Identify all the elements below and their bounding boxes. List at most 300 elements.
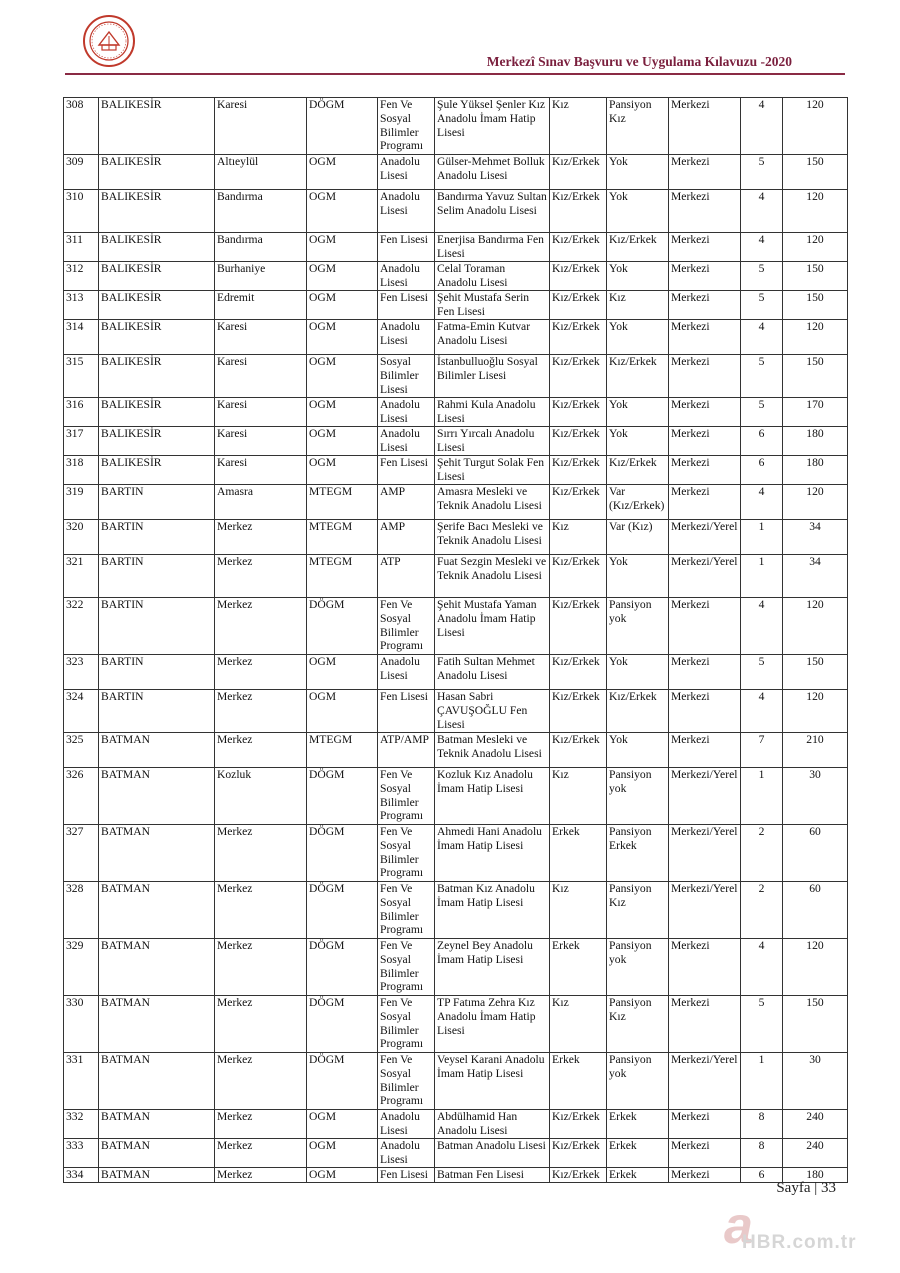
cell-row-no: 332 [64,1110,99,1139]
cell-district: Karesi [215,398,307,427]
cell-quota: 120 [783,939,848,996]
cell-directorate: DÖGM [307,598,378,655]
cell-directorate: DÖGM [307,825,378,882]
cell-gender: Kız/Erkek [550,355,607,398]
cell-row-no: 313 [64,291,99,320]
cell-admission: Merkezi [669,733,741,768]
cell-row-no: 334 [64,1168,99,1183]
cell-district: Merkez [215,1168,307,1183]
cell-district: Edremit [215,291,307,320]
table-row [64,690,848,733]
cell-school-name: Ahmedi Hani Anadolu İmam Hatip Lisesi [435,825,550,882]
cell-class-count: 4 [741,939,783,996]
cell-boarding: Yok [607,320,669,355]
cell-quota: 120 [783,690,848,733]
cell-school-name: Gülser-Mehmet Bolluk Anadolu Lisesi [435,155,550,190]
cell-quota: 150 [783,996,848,1053]
cell-class-count: 5 [741,655,783,690]
cell-gender: Kız [550,768,607,825]
cell-admission: Merkezi [669,598,741,655]
cell-gender: Kız/Erkek [550,555,607,598]
cell-admission: Merkezi [669,996,741,1053]
cell-row-no: 329 [64,939,99,996]
cell-quota: 150 [783,655,848,690]
cell-row-no: 312 [64,262,99,291]
table-row [64,598,848,655]
cell-province: BALIKESİR [99,456,215,485]
cell-quota: 240 [783,1110,848,1139]
cell-district: Karesi [215,427,307,456]
cell-admission: Merkezi [669,655,741,690]
cell-gender: Kız/Erkek [550,262,607,291]
cell-admission: Merkezi [669,456,741,485]
cell-class-count: 5 [741,155,783,190]
cell-admission: Merkezi/Yerel [669,1053,741,1110]
cell-class-count: 1 [741,520,783,555]
table-row [64,485,848,520]
cell-directorate: OGM [307,233,378,262]
cell-quota: 180 [783,427,848,456]
cell-quota: 120 [783,190,848,233]
cell-program: AMP [378,485,435,520]
cell-district: Bandırma [215,233,307,262]
cell-province: BARTIN [99,598,215,655]
cell-row-no: 320 [64,520,99,555]
cell-boarding: Pansiyon Kız [607,98,669,155]
school-table [63,97,848,1183]
cell-directorate: OGM [307,456,378,485]
cell-province: BALIKESİR [99,155,215,190]
cell-province: BALIKESİR [99,398,215,427]
cell-row-no: 308 [64,98,99,155]
cell-gender: Erkek [550,939,607,996]
cell-school-name: Şehit Turgut Solak Fen Lisesi [435,456,550,485]
cell-row-no: 328 [64,882,99,939]
cell-province: BARTIN [99,555,215,598]
cell-school-name: Sırrı Yırcalı Anadolu Lisesi [435,427,550,456]
cell-directorate: OGM [307,427,378,456]
cell-program: ATP/AMP [378,733,435,768]
page-number: Sayfa | 33 [776,1180,836,1196]
table-row [64,190,848,233]
cell-quota: 30 [783,768,848,825]
table-row [64,768,848,825]
cell-gender: Erkek [550,1053,607,1110]
cell-admission: Merkezi [669,320,741,355]
cell-class-count: 5 [741,291,783,320]
watermark-text: HBR.com.tr [742,1232,857,1253]
cell-school-name: Enerjisa Bandırma Fen Lisesi [435,233,550,262]
cell-quota: 150 [783,155,848,190]
cell-boarding: Var (Kız) [607,520,669,555]
table-row [64,456,848,485]
cell-directorate: OGM [307,155,378,190]
cell-province: BATMAN [99,1168,215,1183]
table-row [64,98,848,155]
cell-school-name: TP Fatıma Zehra Kız Anadolu İmam Hatip Lisesi [435,996,550,1053]
cell-program: Anadolu Lisesi [378,398,435,427]
cell-program: Fen Ve Sosyal Bilimler Programı [378,1053,435,1110]
cell-quota: 30 [783,1053,848,1110]
cell-gender: Kız [550,98,607,155]
cell-row-no: 327 [64,825,99,882]
cell-province: BALIKESİR [99,190,215,233]
cell-gender: Kız/Erkek [550,320,607,355]
cell-class-count: 1 [741,1053,783,1110]
cell-school-name: Abdülhamid Han Anadolu Lisesi [435,1110,550,1139]
cell-district: Karesi [215,98,307,155]
cell-program: Anadolu Lisesi [378,155,435,190]
cell-admission: Merkezi [669,98,741,155]
cell-province: BARTIN [99,690,215,733]
cell-gender: Kız/Erkek [550,598,607,655]
cell-class-count: 6 [741,1168,783,1183]
cell-school-name: Batman Fen Lisesi [435,1168,550,1183]
cell-quota: 150 [783,262,848,291]
cell-province: BALIKESİR [99,320,215,355]
table-row [64,233,848,262]
cell-class-count: 1 [741,555,783,598]
cell-district: Merkez [215,655,307,690]
cell-row-no: 321 [64,555,99,598]
cell-admission: Merkezi [669,155,741,190]
cell-gender: Erkek [550,825,607,882]
cell-directorate: OGM [307,1168,378,1183]
cell-row-no: 333 [64,1139,99,1168]
cell-admission: Merkezi [669,485,741,520]
table-row [64,291,848,320]
cell-gender: Kız/Erkek [550,690,607,733]
cell-program: Anadolu Lisesi [378,1110,435,1139]
cell-row-no: 310 [64,190,99,233]
cell-school-name: Amasra Mesleki ve Teknik Anadolu Lisesi [435,485,550,520]
cell-directorate: DÖGM [307,768,378,825]
cell-province: BARTIN [99,520,215,555]
cell-school-name: Şule Yüksel Şenler Kız Anadolu İmam Hatip Lisesi [435,98,550,155]
cell-program: Fen Ve Sosyal Bilimler Programı [378,768,435,825]
cell-province: BALIKESİR [99,233,215,262]
cell-row-no: 330 [64,996,99,1053]
cell-province: BALIKESİR [99,291,215,320]
cell-row-no: 324 [64,690,99,733]
cell-gender: Kız/Erkek [550,398,607,427]
cell-directorate: OGM [307,398,378,427]
cell-row-no: 331 [64,1053,99,1110]
cell-gender: Kız/Erkek [550,456,607,485]
cell-boarding: Yok [607,427,669,456]
cell-directorate: MTEGM [307,520,378,555]
cell-district: Merkez [215,598,307,655]
cell-quota: 120 [783,233,848,262]
table-row [64,155,848,190]
cell-boarding: Kız/Erkek [607,233,669,262]
cell-class-count: 4 [741,598,783,655]
cell-admission: Merkezi [669,690,741,733]
table-row [64,555,848,598]
cell-boarding: Kız [607,291,669,320]
cell-district: Karesi [215,456,307,485]
table-row [64,427,848,456]
cell-district: Amasra [215,485,307,520]
cell-program: Fen Lisesi [378,1168,435,1183]
cell-class-count: 5 [741,398,783,427]
cell-province: BATMAN [99,825,215,882]
cell-school-name: Zeynel Bey Anadolu İmam Hatip Lisesi [435,939,550,996]
cell-quota: 120 [783,598,848,655]
cell-province: BARTIN [99,655,215,690]
cell-class-count: 2 [741,825,783,882]
cell-program: ATP [378,555,435,598]
cell-row-no: 326 [64,768,99,825]
cell-boarding: Yok [607,733,669,768]
cell-program: Fen Lisesi [378,690,435,733]
table-row [64,262,848,291]
cell-quota: 34 [783,520,848,555]
cell-row-no: 319 [64,485,99,520]
table-row [64,733,848,768]
cell-directorate: OGM [307,262,378,291]
school-table-body [64,98,848,1183]
cell-district: Merkez [215,882,307,939]
cell-school-name: Fuat Sezgin Mesleki ve Teknik Anadolu Lisesi [435,555,550,598]
cell-boarding: Kız/Erkek [607,355,669,398]
cell-class-count: 8 [741,1139,783,1168]
cell-directorate: DÖGM [307,1053,378,1110]
cell-directorate: OGM [307,690,378,733]
cell-admission: Merkezi [669,233,741,262]
cell-school-name: İstanbulluoğlu Sosyal Bilimler Lisesi [435,355,550,398]
cell-boarding: Yok [607,555,669,598]
table-row [64,939,848,996]
cell-quota: 210 [783,733,848,768]
cell-province: BATMAN [99,882,215,939]
cell-gender: Kız/Erkek [550,233,607,262]
cell-program: Anadolu Lisesi [378,427,435,456]
cell-program: Fen Lisesi [378,233,435,262]
cell-row-no: 309 [64,155,99,190]
cell-class-count: 7 [741,733,783,768]
cell-gender: Kız/Erkek [550,190,607,233]
cell-province: BALIKESİR [99,427,215,456]
table-row [64,520,848,555]
cell-admission: Merkezi [669,291,741,320]
cell-admission: Merkezi/Yerel [669,520,741,555]
cell-quota: 150 [783,355,848,398]
cell-program: Anadolu Lisesi [378,320,435,355]
cell-row-no: 317 [64,427,99,456]
cell-program: Fen Ve Sosyal Bilimler Programı [378,98,435,155]
cell-gender: Kız/Erkek [550,1168,607,1183]
cell-quota: 180 [783,1168,848,1183]
table-row [64,355,848,398]
cell-class-count: 1 [741,768,783,825]
cell-class-count: 4 [741,320,783,355]
cell-district: Merkez [215,555,307,598]
cell-province: BARTIN [99,485,215,520]
cell-class-count: 6 [741,427,783,456]
cell-quota: 60 [783,882,848,939]
cell-school-name: Veysel Karani Anadolu İmam Hatip Lisesi [435,1053,550,1110]
cell-district: Merkez [215,520,307,555]
cell-quota: 34 [783,555,848,598]
cell-quota: 180 [783,456,848,485]
cell-gender: Kız/Erkek [550,485,607,520]
cell-directorate: OGM [307,355,378,398]
cell-directorate: OGM [307,291,378,320]
cell-row-no: 325 [64,733,99,768]
cell-program: Anadolu Lisesi [378,262,435,291]
cell-district: Burhaniye [215,262,307,291]
cell-directorate: OGM [307,190,378,233]
cell-row-no: 322 [64,598,99,655]
cell-district: Merkez [215,733,307,768]
cell-program: Sosyal Bilimler Lisesi [378,355,435,398]
cell-school-name: Batman Kız Anadolu İmam Hatip Lisesi [435,882,550,939]
cell-school-name: Bandırma Yavuz Sultan Selim Anadolu Lisesi [435,190,550,233]
cell-province: BALIKESİR [99,98,215,155]
cell-class-count: 4 [741,190,783,233]
cell-class-count: 4 [741,485,783,520]
cell-admission: Merkezi/Yerel [669,825,741,882]
header-title: Merkezî Sınav Başvuru ve Uygulama Kılavuzu -2020 [486,54,792,69]
cell-gender: Kız/Erkek [550,1139,607,1168]
cell-directorate: MTEGM [307,555,378,598]
cell-quota: 150 [783,291,848,320]
cell-directorate: MTEGM [307,733,378,768]
cell-admission: Merkezi/Yerel [669,768,741,825]
meb-logo [82,14,136,68]
cell-district: Merkez [215,996,307,1053]
cell-program: Fen Lisesi [378,456,435,485]
cell-admission: Merkezi [669,190,741,233]
cell-program: Anadolu Lisesi [378,190,435,233]
cell-gender: Kız [550,882,607,939]
cell-directorate: MTEGM [307,485,378,520]
cell-boarding: Pansiyon yok [607,1053,669,1110]
cell-district: Karesi [215,355,307,398]
cell-class-count: 2 [741,882,783,939]
table-row [64,655,848,690]
cell-quota: 120 [783,98,848,155]
cell-boarding: Pansiyon Kız [607,996,669,1053]
cell-boarding: Erkek [607,1139,669,1168]
cell-boarding: Yok [607,262,669,291]
cell-admission: Merkezi [669,939,741,996]
cell-boarding: Pansiyon Kız [607,882,669,939]
cell-program: AMP [378,520,435,555]
cell-row-no: 314 [64,320,99,355]
table-row [64,1168,848,1183]
cell-district: Merkez [215,1053,307,1110]
table-row [64,825,848,882]
cell-admission: Merkezi [669,398,741,427]
cell-admission: Merkezi [669,262,741,291]
cell-province: BALIKESİR [99,355,215,398]
cell-quota: 170 [783,398,848,427]
cell-class-count: 6 [741,456,783,485]
cell-class-count: 5 [741,262,783,291]
cell-class-count: 4 [741,233,783,262]
cell-admission: Merkezi [669,1139,741,1168]
cell-quota: 60 [783,825,848,882]
cell-boarding: Erkek [607,1168,669,1183]
cell-quota: 120 [783,320,848,355]
cell-school-name: Şehit Mustafa Serin Fen Lisesi [435,291,550,320]
cell-district: Merkez [215,1139,307,1168]
cell-district: Merkez [215,690,307,733]
cell-boarding: Yok [607,398,669,427]
cell-school-name: Batman Mesleki ve Teknik Anadolu Lisesi [435,733,550,768]
cell-province: BATMAN [99,996,215,1053]
cell-program: Fen Lisesi [378,291,435,320]
cell-admission: Merkezi/Yerel [669,882,741,939]
cell-school-name: Batman Anadolu Lisesi [435,1139,550,1168]
cell-province: BATMAN [99,733,215,768]
cell-directorate: OGM [307,655,378,690]
table-row [64,996,848,1053]
cell-district: Bandırma [215,190,307,233]
cell-boarding: Pansiyon Erkek [607,825,669,882]
cell-boarding: Pansiyon yok [607,768,669,825]
cell-admission: Merkezi [669,1168,741,1183]
cell-school-name: Şehit Mustafa Yaman Anadolu İmam Hatip Lisesi [435,598,550,655]
cell-row-no: 318 [64,456,99,485]
cell-gender: Kız/Erkek [550,733,607,768]
cell-province: BATMAN [99,768,215,825]
cell-directorate: OGM [307,320,378,355]
table-row [64,1110,848,1139]
cell-program: Fen Ve Sosyal Bilimler Programı [378,996,435,1053]
cell-province: BALIKESİR [99,262,215,291]
hbr-watermark [704,1196,857,1262]
cell-boarding: Erkek [607,1110,669,1139]
cell-gender: Kız/Erkek [550,155,607,190]
cell-boarding: Pansiyon yok [607,598,669,655]
cell-province: BATMAN [99,939,215,996]
cell-directorate: DÖGM [307,939,378,996]
cell-class-count: 8 [741,1110,783,1139]
cell-class-count: 5 [741,355,783,398]
cell-boarding: Var (Kız/Erkek) [607,485,669,520]
table-row [64,882,848,939]
cell-province: BATMAN [99,1110,215,1139]
watermark-logo-letter: a [724,1197,753,1255]
cell-admission: Merkezi/Yerel [669,555,741,598]
cell-province: BATMAN [99,1139,215,1168]
cell-district: Altıeylül [215,155,307,190]
school-table-container [63,97,847,1183]
table-row [64,320,848,355]
cell-district: Merkez [215,939,307,996]
cell-directorate: OGM [307,1110,378,1139]
cell-directorate: DÖGM [307,996,378,1053]
cell-school-name: Şerife Bacı Mesleki ve Teknik Anadolu Lisesi [435,520,550,555]
cell-school-name: Kozluk Kız Anadolu İmam Hatip Lisesi [435,768,550,825]
cell-school-name: Rahmi Kula Anadolu Lisesi [435,398,550,427]
cell-directorate: DÖGM [307,98,378,155]
cell-program: Anadolu Lisesi [378,655,435,690]
cell-gender: Kız [550,996,607,1053]
cell-boarding: Yok [607,155,669,190]
cell-province: BATMAN [99,1053,215,1110]
cell-gender: Kız/Erkek [550,1110,607,1139]
cell-gender: Kız/Erkek [550,655,607,690]
cell-program: Fen Ve Sosyal Bilimler Programı [378,825,435,882]
cell-boarding: Yok [607,655,669,690]
cell-row-no: 311 [64,233,99,262]
table-row [64,398,848,427]
cell-directorate: OGM [307,1139,378,1168]
